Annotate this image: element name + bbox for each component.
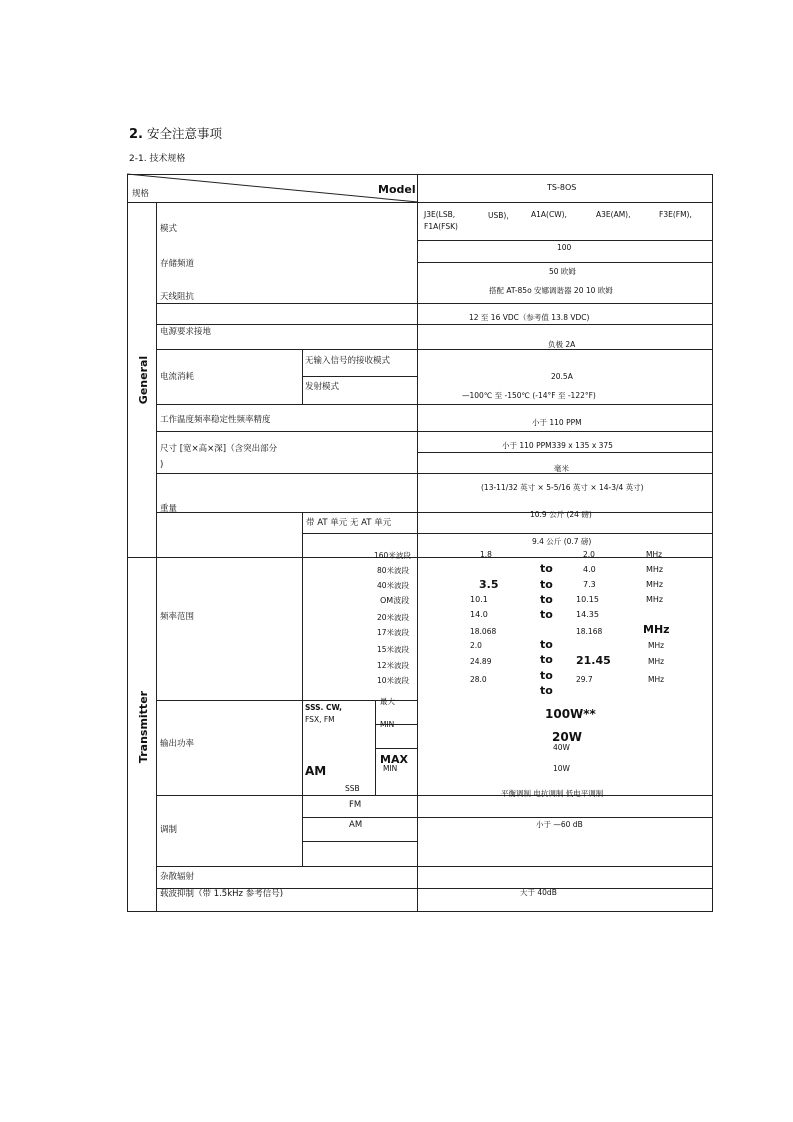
band-label: OM波段	[380, 596, 410, 605]
band-from: 14.0	[470, 610, 488, 619]
band-label: 160米波段	[374, 551, 411, 560]
band-unit: MHz	[648, 657, 665, 666]
size-value-inches: (13-11/32 英寸 × 5-5/16 英寸 × 14-3/4 英寸)	[481, 483, 644, 492]
model-value: TS-8OS	[547, 183, 577, 192]
mode-value: A1A(CW),	[531, 210, 567, 219]
band-end: 14.35	[576, 610, 599, 619]
band-from: 28.0	[470, 675, 487, 684]
size-label: 尺寸 [宽×高×深]（含突出部分	[160, 444, 278, 454]
ground-label: 电源要求接地	[160, 327, 212, 337]
band-label: 40米波段	[377, 581, 410, 590]
antenna-label: 天线阻抗	[160, 292, 195, 302]
mode-value: USB)，	[488, 211, 514, 220]
mode-value: F1A(FSK)	[424, 222, 458, 231]
band-end: 10.15	[576, 595, 599, 604]
band-to: to	[540, 653, 553, 666]
supply-voltage-value: 12 至 16 VDC（参考值 13.8 VDC)	[469, 313, 590, 322]
output-am-min-label: MIN	[383, 764, 398, 773]
memory-label: 存储频道	[160, 259, 195, 269]
band-unit: MHz	[646, 595, 664, 604]
modulation-am-label: AM	[349, 820, 363, 830]
mode-value: A3E(AM),	[596, 210, 631, 219]
mode-value: F3E(FM),	[659, 210, 692, 219]
modulation-fm-label: FM	[349, 800, 362, 810]
output-min-label: MIN	[380, 720, 395, 729]
band-label: 80米波段	[377, 566, 410, 575]
weight-value: 10.9 公斤 (24 磅)	[530, 510, 592, 519]
mode-value: J3E(LSB,	[424, 210, 456, 219]
antenna-value: 50 欧姆	[549, 267, 576, 276]
stability-label: 工作温度频率稳定性频率精度	[160, 415, 271, 425]
size-value: 小于 110 PPM339 x 135 x 375	[502, 441, 613, 450]
band-label: 20米波段	[377, 613, 410, 622]
current-label: 电流消耗	[160, 372, 195, 382]
band-end: 18.168	[576, 627, 603, 636]
band-end: 7.3	[583, 580, 596, 589]
output-am-min-value: 10W	[553, 764, 570, 773]
band-to: to	[540, 578, 553, 591]
section-subtitle: 2-1. 技术规格	[129, 154, 186, 164]
band-end: 21.45	[576, 654, 611, 667]
band-from: 24.89	[470, 657, 492, 666]
band-end: 2.0	[583, 550, 595, 559]
output-am-max-label: MAX	[380, 753, 408, 766]
band-from: 1.8	[480, 550, 492, 559]
output-mode-label: SSS. CW,	[305, 703, 343, 712]
band-label: 15米波段	[377, 645, 410, 654]
band-from: 10.1	[470, 595, 488, 604]
modulation-label: 调制	[160, 825, 178, 835]
header-diagonal	[127, 174, 418, 202]
model-header-label: Model	[378, 183, 416, 196]
weight-sub-label: 带 AT 单元 无 AT 单元	[306, 518, 392, 528]
size-label-cont: )	[160, 460, 164, 470]
band-unit: MHz	[643, 623, 670, 636]
output-min-value: 20W	[552, 730, 582, 744]
section-number: 2.	[129, 127, 143, 142]
band-unit: MHz	[646, 550, 663, 559]
band-from: 2.0	[470, 641, 482, 650]
table-border	[128, 175, 713, 912]
modulation-suppression-value: 小于 —60 dB	[536, 820, 583, 829]
output-ssb-label: SSB	[345, 784, 360, 793]
band-label: 12米波段	[377, 661, 410, 670]
band-to: to	[540, 684, 553, 697]
band-unit: MHz	[648, 675, 665, 684]
band-to: to	[540, 669, 553, 682]
freq-range-label: 频率范围	[160, 612, 195, 622]
size-unit: 毫米	[554, 464, 569, 473]
band-end: 29.7	[576, 675, 593, 684]
output-max-value: 100W**	[545, 707, 596, 721]
band-to: to	[540, 562, 553, 575]
weight-value: 9.4 公斤 (0.7 磅)	[532, 537, 592, 546]
carrier-suppression-value: 大于 40dB	[520, 888, 557, 897]
carrier-suppression-label: 载波抑制（带 1.5kHz 参考信号)	[160, 889, 284, 899]
band-to: to	[540, 638, 553, 651]
mode-label: 模式	[160, 224, 178, 234]
modulation-value: 平衡调制 电抗调制 低电平调制	[501, 789, 604, 798]
band-unit: MHz	[648, 641, 665, 650]
band-unit: MHz	[646, 580, 664, 589]
spec-header-label: 规格	[132, 189, 150, 199]
band-label: 17米波段	[377, 628, 410, 637]
output-max-label: 最大	[380, 697, 395, 706]
band-from: 3.5	[479, 578, 499, 591]
band-to: to	[540, 593, 553, 606]
spurious-label: 杂散辐射	[160, 872, 195, 882]
antenna-value-note: 搭配 AT-85o 安娜调谐器 20 10 欧姆	[489, 286, 613, 295]
band-end: 4.0	[583, 565, 596, 574]
output-power-label: 输出功率	[160, 739, 195, 749]
current-rx-label: 无输入信号的接收模式	[305, 356, 391, 366]
memory-value: 100	[557, 243, 572, 252]
output-am-label: AM	[305, 764, 327, 778]
band-to: to	[540, 608, 553, 621]
section-title: 安全注意事项	[146, 126, 222, 141]
band-from: 18.068	[470, 627, 497, 636]
weight-label: 重量	[160, 504, 178, 514]
group-label-transmitter: Transmitter	[137, 690, 150, 764]
stability-value: 小于 110 PPM	[532, 418, 582, 427]
output-mode-label-cont: FSX, FM	[305, 715, 335, 724]
group-label-general: General	[137, 355, 150, 405]
ground-value: 负极 2A	[548, 340, 576, 349]
current-value: 20.5A	[551, 372, 573, 381]
current-tx-label: 发射模式	[305, 382, 340, 392]
band-unit: MHz	[646, 565, 664, 574]
temperature-range-value: —100℃ 至 -150℃ (-14°F 至 -122°F)	[462, 391, 596, 400]
output-am-max-value: 40W	[553, 743, 570, 752]
band-label: 10米波段	[377, 676, 410, 685]
